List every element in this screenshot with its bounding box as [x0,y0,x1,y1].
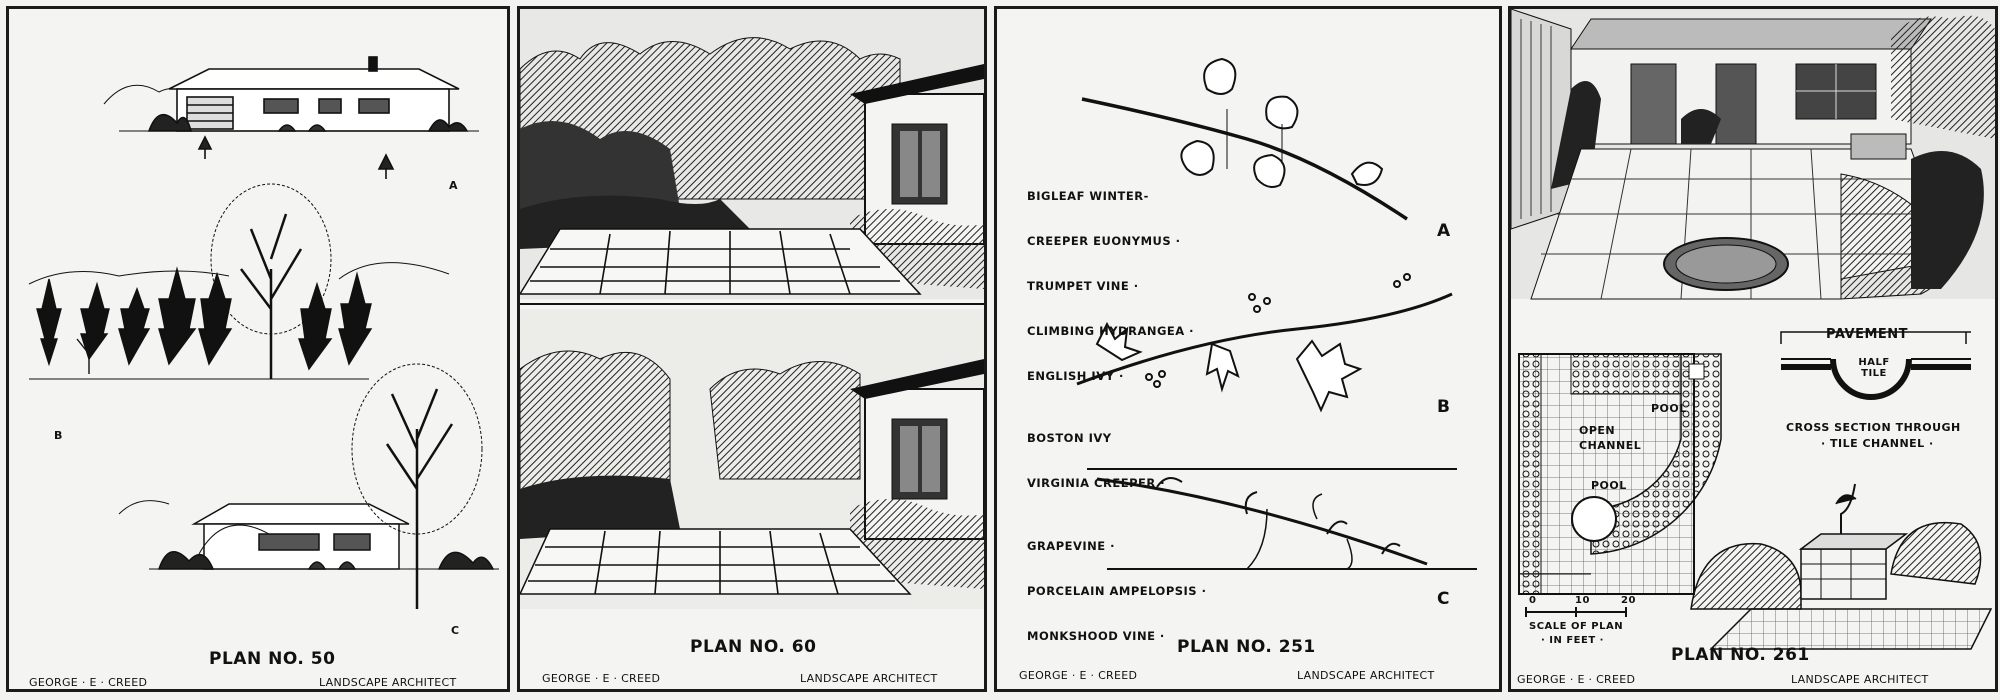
pool-bottom-label: POOL [1591,479,1627,492]
scale-label-2: · IN FEET · [1541,635,1604,646]
architect-name: GEORGE · E · CREED [29,676,148,689]
vine-a-line: CREEPER EUONYMUS · [1027,234,1181,248]
scale-bar [1526,607,1626,617]
cross-section-line-2: · TILE CHANNEL · [1821,437,1934,450]
vine-a-line: BIGLEAF WINTER- [1027,189,1149,203]
plan-title: PLAN NO. 50 [209,649,336,669]
vine-a-line: CLIMBING HYDRANGEA · [1027,324,1195,338]
terrace-perspective [1511,9,1995,299]
architect-title: LANDSCAPE ARCHITECT [1791,673,1929,686]
panel-plan-251 [994,6,1502,692]
plan-title: PLAN NO. 251 [1177,637,1316,657]
panel-plan-60 [517,6,987,692]
vine-a-line: TRUMPET VINE · [1027,279,1139,293]
cross-section-line-1: CROSS SECTION THROUGH [1786,421,1961,434]
vine-a-line: ENGLISH IVY · [1027,369,1124,383]
terrace-plan [1519,354,1721,594]
panel-plan-50 [6,6,510,692]
label-b: B [1437,397,1451,417]
vine-c-line: GRAPEVINE · [1027,539,1116,553]
plan-50-illustration [9,9,507,689]
architect-name: GEORGE · E · CREED [1019,669,1138,682]
label-a: A [1437,221,1451,241]
architect-title: LANDSCAPE ARCHITECT [319,676,457,689]
plan-261-illustration [1511,9,1995,689]
label-a: A [449,179,459,192]
scale-ten: 10 [1575,595,1590,606]
architect-title: LANDSCAPE ARCHITECT [800,672,938,685]
label-b: B [54,429,63,442]
panel-plan-261 [1508,6,1998,692]
architect-title: LANDSCAPE ARCHITECT [1297,669,1435,682]
open-channel-label-1: OPEN [1579,424,1616,437]
plan-60-illustration [520,9,984,689]
half-tile-label: HALF TILE [1858,357,1890,379]
trees-b-sketch [29,184,449,379]
vine-list-b [1027,401,1165,521]
vine-list-a [1027,159,1194,414]
scale-label-1: SCALE OF PLAN [1529,621,1624,632]
architect-name: GEORGE · E · CREED [542,672,661,685]
plan-title: PLAN NO. 261 [1671,645,1810,665]
scale-twenty: 20 [1621,595,1636,606]
fountain-sketch [1691,484,1991,649]
pavement-label: PAVEMENT [1826,327,1909,342]
house-a-sketch [104,57,479,179]
pool-top-label: POOL [1651,402,1687,415]
vine-b-line: BOSTON IVY [1027,431,1112,445]
vine-c-line: PORCELAIN AMPELOPSIS · [1027,584,1207,598]
house-c-sketch [119,364,499,609]
scale-zero: 0 [1529,595,1537,606]
open-channel-label-2: CHANNEL [1579,439,1642,452]
label-c: C [451,624,460,637]
plan-title: PLAN NO. 60 [690,637,817,657]
architect-name: GEORGE · E · CREED [1517,673,1636,686]
label-c: C [1437,589,1450,609]
vine-b-line: VIRGINIA CREEPER · [1027,476,1166,490]
vine-c-line: MONKSHOOD VINE · [1027,629,1165,643]
patio-view-upper [520,9,984,304]
patio-view-lower [520,309,984,609]
